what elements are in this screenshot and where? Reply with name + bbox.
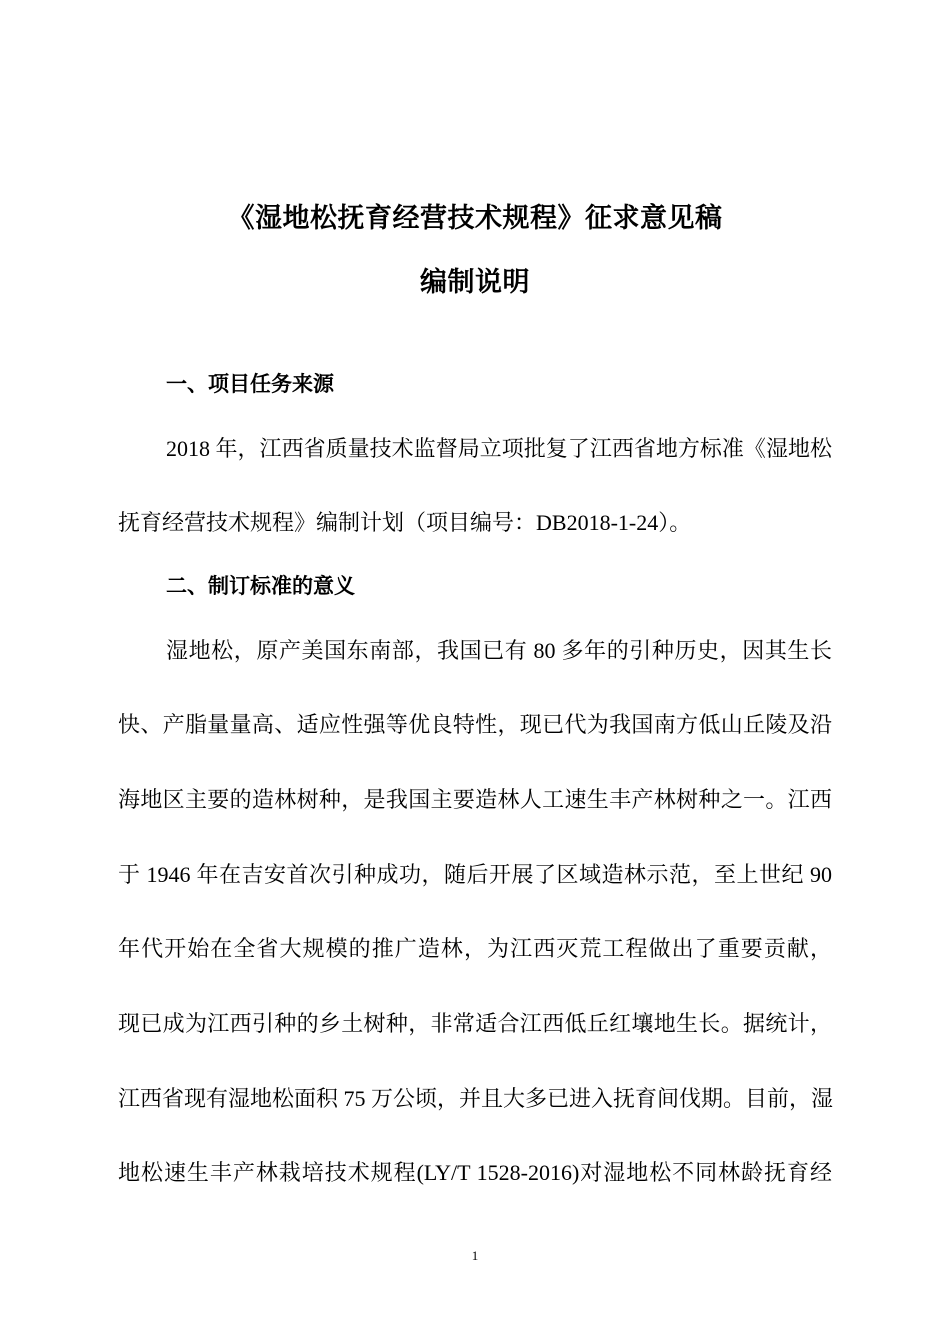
paragraph-line: 地松速生丰产林栽培技术规程(LY/T 1528-2016)对湿地松不同林龄抚育经	[118, 1160, 832, 1185]
paragraph-line: 年代开始在全省大规模的推广造林，为江西灭荒工程做出了重要贡献，	[118, 936, 832, 961]
document-title: 《湿地松抚育经营技术规程》征求意见稿	[227, 203, 723, 234]
section-heading-1: 一、项目任务来源	[166, 372, 334, 396]
paragraph-line: 现已成为江西引种的乡土树种，非常适合江西低丘红壤地生长。据统计，	[118, 1011, 832, 1036]
document-subtitle: 编制说明	[420, 267, 530, 298]
section-heading-2: 二、制订标准的意义	[166, 574, 355, 598]
paragraph-line: 江西省现有湿地松面积 75 万公顷，并且大多已进入抚育间伐期。目前，湿	[118, 1086, 834, 1111]
paragraph-line: 抚育经营技术规程》编制计划（项目编号：DB2018-1-24）。	[118, 510, 692, 535]
paragraph-line: 于 1946 年在吉安首次引种成功，随后开展了区域造林示范，至上世纪 90	[118, 862, 832, 887]
paragraph-line: 海地区主要的造林树种，是我国主要造林人工速生丰产林树种之一。江西	[118, 787, 832, 812]
paragraph-line: 快、产脂量量高、适应性强等优良特性，现已代为我国南方低山丘陵及沿	[118, 712, 832, 737]
paragraph-line: 湿地松，原产美国东南部，我国已有 80 多年的引种历史，因其生长	[166, 638, 832, 663]
page-number: 1	[471, 1248, 479, 1263]
paragraph-line: 2018 年，江西省质量技术监督局立项批复了江西省地方标准《湿地松	[166, 436, 832, 461]
